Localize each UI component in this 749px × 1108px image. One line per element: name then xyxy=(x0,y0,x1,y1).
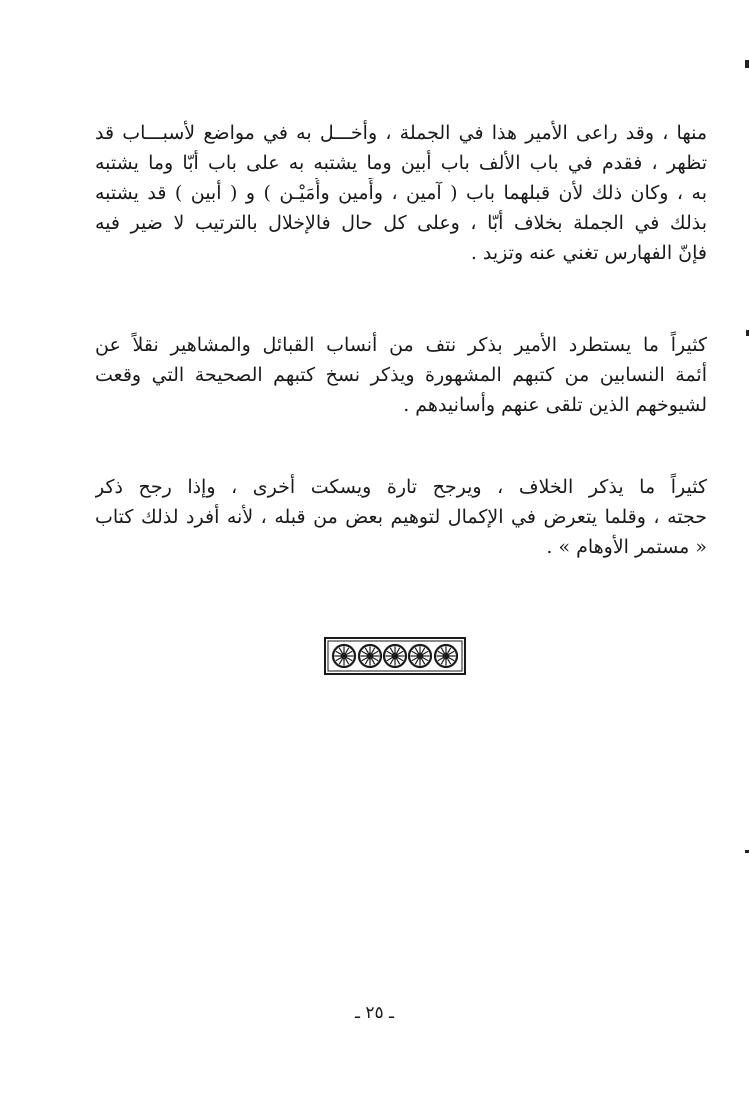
paragraph-2 xyxy=(95,330,707,420)
paragraph-1-line-1: منها ، وقد راعى الأمير هذا في الجملة ، وأخـــل به في مواضع لأسبـــاب قد xyxy=(95,122,707,144)
paragraph-2-line-1: كثيراً ما يستطرد الأمير بذكر نتف من أنساب القبائل والمشاهير نقلاً عن xyxy=(95,334,707,356)
decorative-ornament-icon xyxy=(324,637,466,675)
page-number: ـ ٢٥ ـ xyxy=(354,1003,395,1023)
paragraph-1 xyxy=(95,118,707,268)
edge-mark xyxy=(745,60,749,68)
paragraph-3-line-2: حجته ، وقلما يتعرض في الإكمال لتوهيم بعض من قبله ، لأنه أفرد لذلك كتاب xyxy=(95,506,707,528)
paragraph-3-line-3: « مستمر الأوهام » . xyxy=(546,536,707,558)
edge-mark xyxy=(745,850,749,853)
paragraph-2-line-2: أئمة النسابين من كتبهم المشهورة ويذكر نسخ كتبهم الصحيحة التي وقعت xyxy=(95,364,707,386)
paragraph-3 xyxy=(95,472,707,562)
paragraph-3-line-1: كثيراً ما يذكر الخلاف ، ويرجح تارة ويسكت أخرى ، وإذا رجح ذكر xyxy=(95,476,707,498)
paragraph-1-line-3: به ، وكان ذلك لأن قبلهما باب ( آمين ، وأَمين وأُمَيْـن ) و ( أبين ) قد يشتبه xyxy=(95,182,707,204)
paragraph-2-line-3: لشيوخهم الذين تلقى عنهم وأسانيدهم . xyxy=(403,394,707,416)
paragraph-1-line-2: تظهر ، فقدم في باب الألف باب أبين وما يشتبه به على باب أبّا وما يشتبه xyxy=(95,152,707,174)
paragraph-1-line-4: بذلك في الجملة بخلاف أبّا ، وعلى كل حال فالإخلال بالترتيب لا ضير فيه xyxy=(95,212,707,234)
paragraph-1-line-5: فإنّ الفهارس تغني عنه وتزيد . xyxy=(470,242,707,264)
